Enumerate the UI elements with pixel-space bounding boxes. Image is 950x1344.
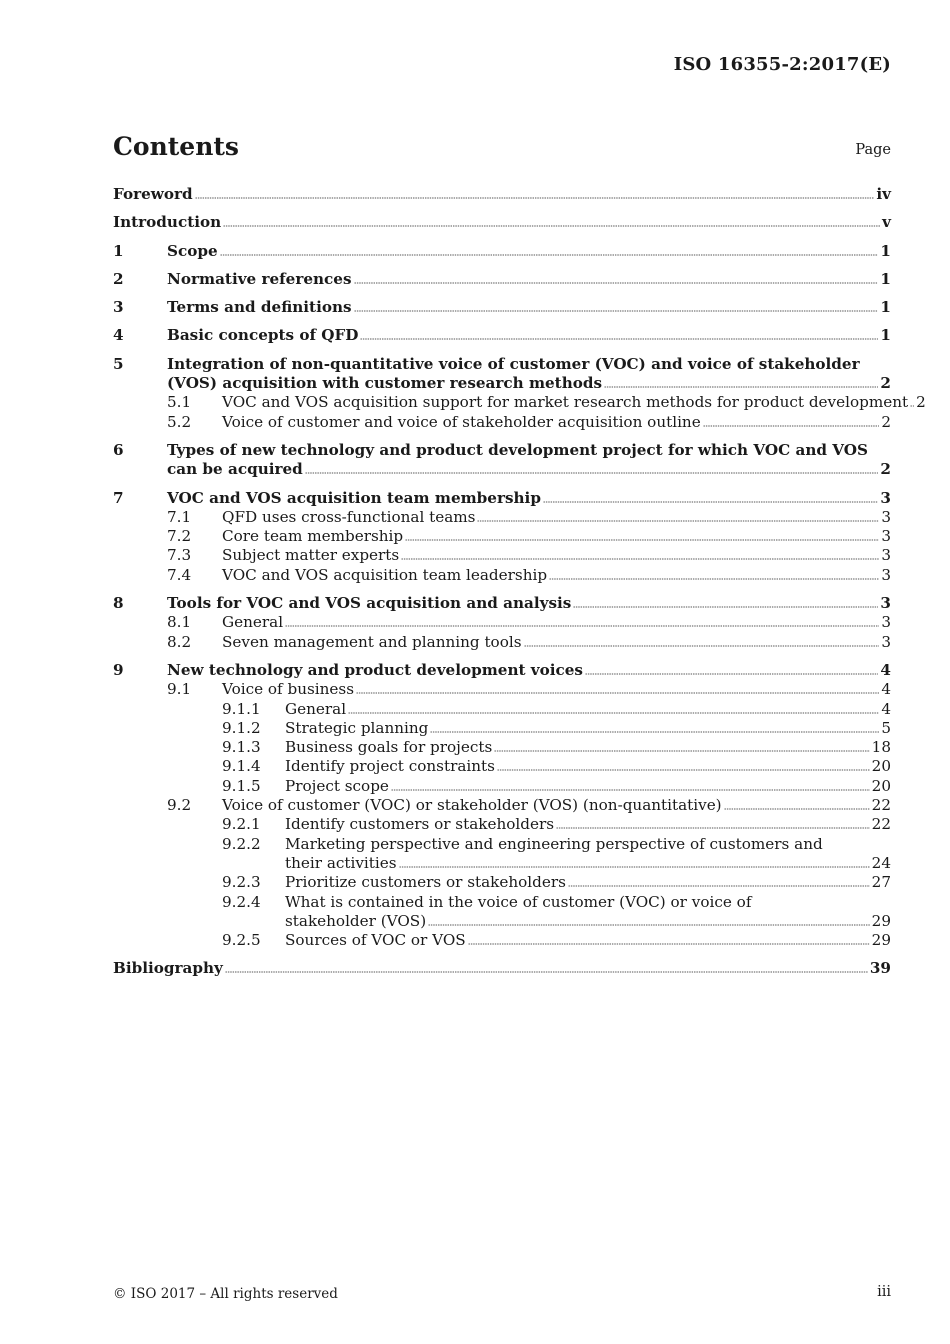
toc-entry-number: 8.2 — [167, 632, 192, 651]
toc-page-number: 27 — [871, 873, 891, 892]
toc-entry-number: 9.1.5 — [222, 776, 261, 795]
toc-entry-title: (VOS) acquisition with customer research methods — [167, 374, 603, 393]
toc-entry[interactable] — [113, 719, 891, 738]
toc-entry-title: Foreword — [113, 185, 193, 203]
dot-leader — [477, 508, 879, 522]
toc-entry-title: Terms and definitions — [167, 298, 352, 317]
dot-leader — [354, 270, 879, 284]
toc-entry-number: 9.2.3 — [222, 873, 261, 892]
toc-entry[interactable] — [113, 242, 891, 261]
dot-leader — [348, 700, 879, 714]
toc-page-number: 20 — [871, 757, 891, 776]
dot-leader — [401, 546, 879, 560]
dot-leader — [356, 680, 879, 694]
toc-entry[interactable] — [113, 757, 891, 776]
page-column-label: Page — [855, 142, 891, 158]
toc-entry[interactable] — [113, 796, 891, 815]
toc-entry-number: 9.1.1 — [222, 699, 261, 718]
toc-entry-title: General — [285, 699, 347, 718]
dot-leader — [703, 413, 880, 427]
toc-entry[interactable] — [113, 959, 891, 978]
dot-leader — [468, 931, 870, 945]
dot-leader — [556, 815, 870, 829]
toc-page-number: 3 — [881, 632, 891, 651]
toc-page-number: 3 — [881, 613, 891, 632]
toc-entry-number: 6 — [113, 440, 124, 459]
dot-leader — [220, 242, 879, 256]
dot-leader — [910, 393, 914, 407]
toc-page-number: 2 — [881, 412, 891, 431]
toc-page-number: 20 — [871, 776, 891, 795]
dot-leader — [494, 738, 869, 752]
toc-page-number: 2 — [880, 460, 891, 479]
dot-leader — [428, 912, 870, 926]
toc-entry-title: Voice of customer and voice of stakeholder acquisition outline — [222, 412, 701, 431]
toc-entry[interactable] — [113, 213, 891, 232]
toc-entry-number: 9.2.4 — [222, 892, 261, 911]
toc-entry-title: Scope — [167, 241, 218, 260]
toc-entry-title: General — [222, 613, 284, 632]
toc-entry-title: Seven management and planning tools — [222, 632, 522, 651]
toc-entry-number: 9 — [113, 660, 124, 679]
dot-leader — [360, 326, 878, 340]
toc-page-number: 1 — [880, 269, 891, 288]
dot-leader — [430, 719, 879, 733]
toc-entry-title: What is contained in the voice of customer (VOC) or voice of — [285, 892, 752, 911]
toc-entry[interactable] — [113, 326, 891, 345]
toc-entry[interactable] — [113, 441, 891, 480]
toc-entry-title: Bibliography — [113, 959, 223, 978]
toc-entry[interactable] — [113, 700, 891, 719]
toc-entry-title: Sources of VOC or VOS — [285, 931, 466, 950]
dot-leader — [405, 527, 879, 541]
toc-entry[interactable] — [113, 298, 891, 317]
toc-page-number: 4 — [881, 699, 891, 718]
toc-entry-title: Project scope — [285, 776, 389, 795]
toc-entry-title: Voice of customer (VOC) or stakeholder (VOS) (non-quantitative) — [222, 796, 722, 815]
dot-leader — [724, 796, 870, 810]
toc-entry-number: 1 — [113, 241, 124, 260]
toc-entry-number: 5.1 — [167, 393, 192, 412]
toc-entry[interactable] — [113, 508, 891, 527]
dot-leader — [225, 959, 868, 973]
toc-page-number: 22 — [871, 796, 891, 815]
toc-page-number: 3 — [881, 527, 891, 546]
toc-entry-title: Normative references — [167, 269, 352, 288]
toc-entry-title: Identify project constraints — [285, 757, 495, 776]
toc-entry[interactable] — [113, 893, 891, 932]
page-number: iii — [877, 1284, 891, 1300]
toc-entry-number: 7.3 — [167, 546, 192, 565]
toc-entry[interactable] — [113, 489, 891, 508]
toc-entry-number: 7.2 — [167, 527, 192, 546]
toc-entry-title: VOC and VOS acquisition team leadership — [222, 565, 548, 584]
toc-entry-number: 7.4 — [167, 565, 192, 584]
toc-page-number: 3 — [881, 546, 891, 565]
toc-page-number: 3 — [880, 488, 891, 507]
toc-entry-title: Strategic planning — [285, 718, 429, 737]
toc-entry-title: Business goals for projects — [285, 738, 493, 757]
toc-page-number: 5 — [881, 718, 891, 737]
toc-entry-title: Tools for VOC and VOS acquisition and analysis — [167, 594, 572, 613]
toc-entry[interactable] — [113, 835, 891, 874]
toc-entry[interactable] — [113, 413, 891, 432]
toc-entry-title: QFD uses cross-functional teams — [222, 507, 476, 526]
dot-leader — [305, 460, 879, 474]
dot-leader — [573, 594, 878, 608]
toc-page-number: 3 — [880, 594, 891, 613]
toc-entry-title: VOC and VOS acquisition support for market research methods for product development — [222, 393, 909, 412]
toc-entry-title: Integration of non-quantitative voice of customer (VOC) and voice of stakeholder — [167, 354, 860, 373]
toc-entry[interactable] — [113, 661, 891, 680]
dot-leader — [399, 854, 870, 868]
toc-page-number: 2 — [880, 374, 891, 393]
toc-page-number: 39 — [869, 959, 891, 978]
toc-page-number: 29 — [871, 931, 891, 950]
toc-entry[interactable] — [113, 594, 891, 613]
dot-leader — [585, 661, 878, 675]
toc-entry-number: 8 — [113, 594, 124, 613]
toc-entry-number: 9.2.5 — [222, 931, 261, 950]
dot-leader — [354, 298, 879, 312]
toc-entry-number: 5 — [113, 354, 124, 373]
toc-entry-number: 8.1 — [167, 613, 192, 632]
dot-leader — [285, 613, 879, 627]
toc-entry-number: 7 — [113, 488, 124, 507]
toc-entry[interactable] — [113, 355, 891, 394]
toc-entry-title: VOC and VOS acquisition team membership — [167, 488, 541, 507]
toc-page-number: 29 — [871, 911, 891, 930]
toc-entry[interactable] — [113, 613, 891, 632]
toc-entry-title: Subject matter experts — [222, 546, 400, 565]
dot-leader — [568, 873, 870, 887]
toc-entry[interactable] — [113, 393, 926, 412]
dot-leader — [195, 185, 875, 199]
dot-leader — [543, 489, 878, 503]
toc-entry-title: Marketing perspective and engineering perspective of customers and — [285, 834, 823, 853]
toc-page-number: 4 — [880, 660, 891, 679]
document-id: ISO 16355-2:2017(E) — [673, 54, 891, 75]
toc-page-number: 4 — [881, 680, 891, 699]
dot-leader — [497, 757, 870, 771]
toc-entry[interactable] — [113, 270, 891, 289]
dot-leader — [223, 213, 880, 227]
toc-entry-title: Core team membership — [222, 527, 404, 546]
toc-entry[interactable] — [113, 931, 891, 950]
toc-entry-title: Types of new technology and product development project for which VOC and VOS — [167, 440, 868, 459]
toc-entry[interactable] — [113, 185, 891, 204]
toc-entry[interactable] — [113, 527, 891, 546]
toc-entry-title: Prioritize customers or stakeholders — [285, 873, 566, 892]
toc-entry-number: 3 — [113, 298, 124, 317]
copyright-notice: © ISO 2017 – All rights reserved — [113, 1286, 338, 1302]
toc-entry-title: Voice of business — [222, 680, 354, 699]
toc-entry-number: 9.2.2 — [222, 834, 261, 853]
toc-entry-title: can be acquired — [167, 460, 303, 479]
toc-entry-number: 4 — [113, 326, 124, 345]
toc-entry-number: 9.1.3 — [222, 738, 261, 757]
toc-entry[interactable] — [113, 566, 891, 585]
toc-entry-number: 5.2 — [167, 412, 192, 431]
page-title: Contents — [113, 132, 240, 161]
toc-page-number: 2 — [916, 393, 926, 412]
toc-entry-title: stakeholder (VOS) — [285, 911, 427, 930]
toc-entry[interactable] — [113, 633, 891, 652]
toc-entry-number: 7.1 — [167, 507, 192, 526]
toc-entry-title: New technology and product development voices — [167, 660, 583, 679]
toc-page-number: 1 — [880, 326, 891, 345]
toc-entry-number: 9.2.1 — [222, 815, 261, 834]
toc-page-number: 3 — [881, 507, 891, 526]
toc-entry[interactable] — [113, 873, 891, 892]
toc-entry-number: 9.1.4 — [222, 757, 261, 776]
toc-entry-number: 9.1 — [167, 680, 192, 699]
toc-page-number: 1 — [880, 241, 891, 260]
toc-entry-number: 2 — [113, 269, 124, 288]
dot-leader — [604, 374, 878, 388]
toc-entry-title: Identify customers or stakeholders — [285, 815, 554, 834]
toc-entry[interactable] — [113, 815, 891, 834]
toc-page-number: 1 — [880, 298, 891, 317]
toc-entry-number: 9.2 — [167, 796, 192, 815]
toc-page-number: 22 — [871, 815, 891, 834]
toc-entry[interactable] — [113, 546, 891, 565]
toc-entry-title: their activities — [285, 853, 397, 872]
table-of-contents — [113, 185, 926, 979]
toc-page-number: 24 — [871, 853, 891, 872]
toc-entry-number: 9.1.2 — [222, 718, 261, 737]
dot-leader — [391, 777, 870, 791]
toc-page-number: 3 — [881, 565, 891, 584]
toc-page-number: v — [882, 213, 891, 232]
toc-entry[interactable] — [113, 738, 891, 757]
toc-entry-title: Basic concepts of QFD — [167, 326, 359, 345]
dot-leader — [524, 633, 880, 647]
toc-page-number: 18 — [871, 738, 891, 757]
toc-entry-title: Introduction — [113, 213, 222, 232]
toc-page-number: iv — [876, 185, 891, 203]
dot-leader — [549, 566, 879, 580]
toc-entry[interactable] — [113, 680, 891, 699]
toc-entry[interactable] — [113, 777, 891, 796]
